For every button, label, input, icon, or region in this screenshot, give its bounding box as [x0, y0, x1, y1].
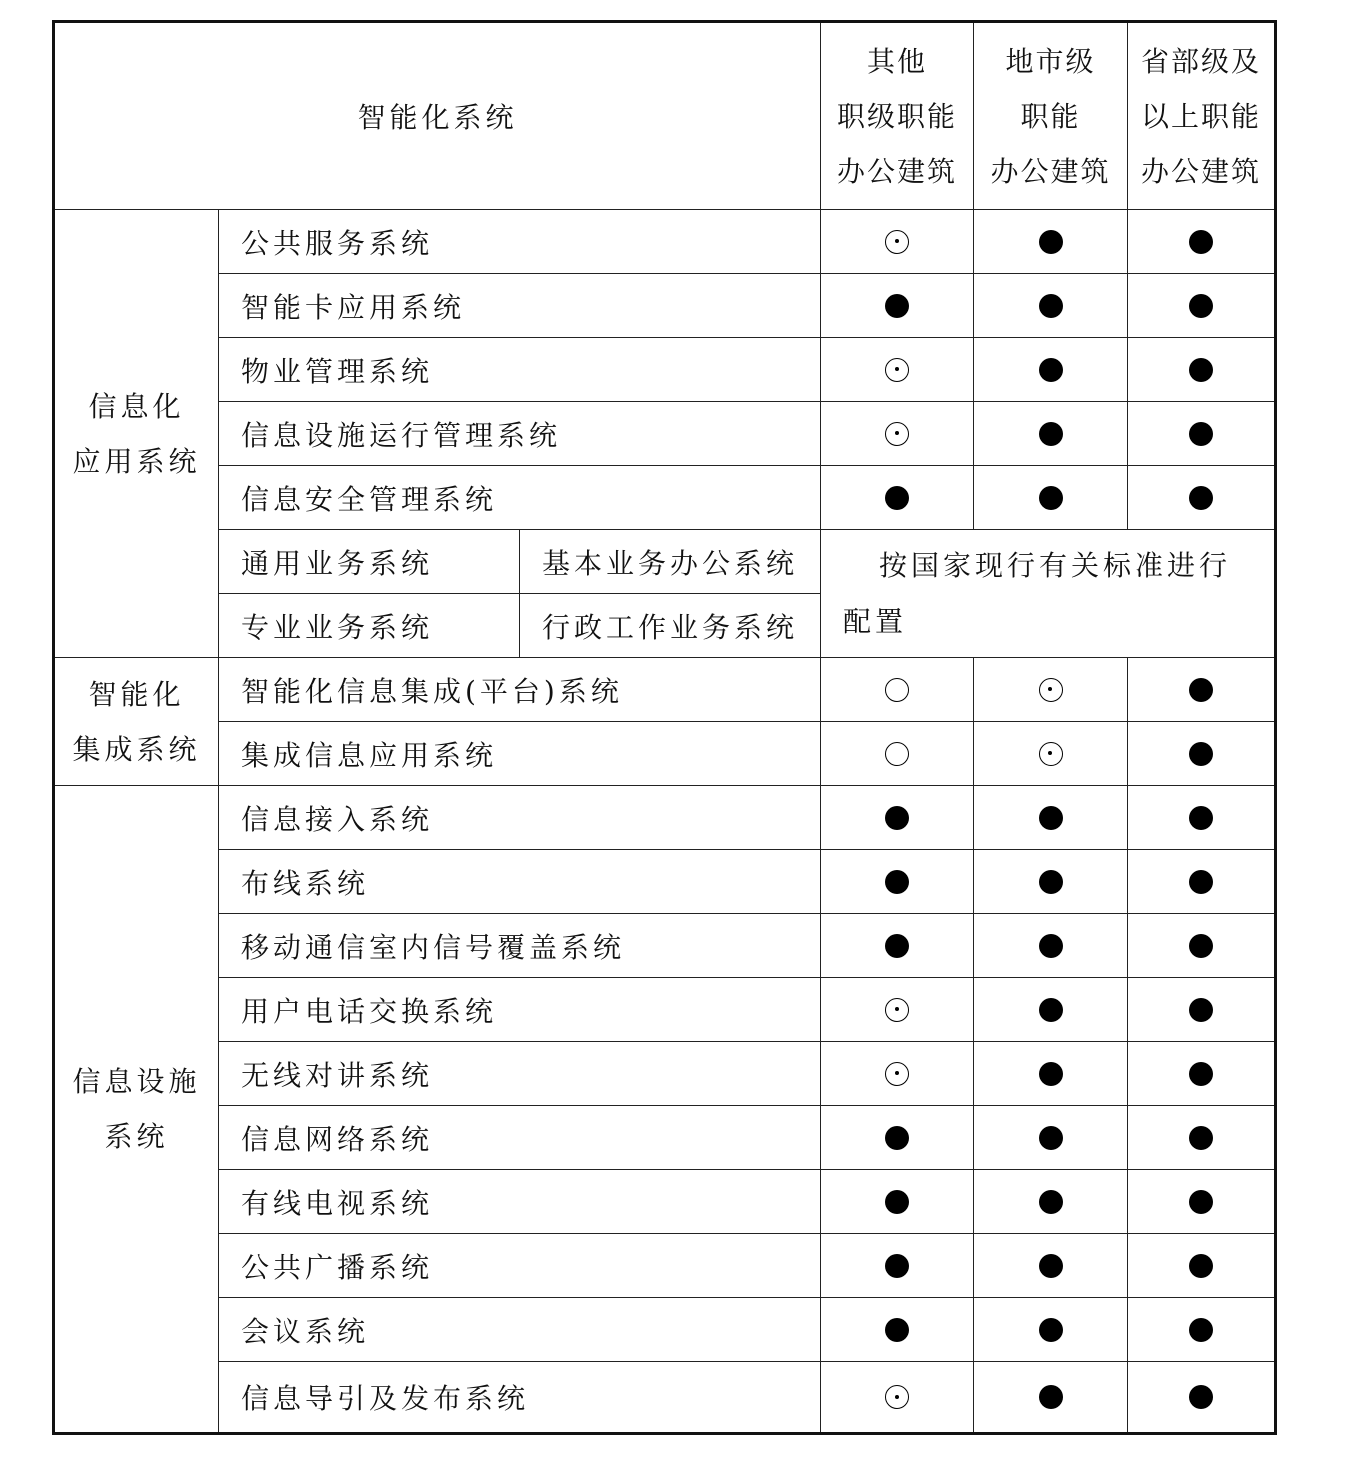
filled-circle-icon: [1039, 1254, 1063, 1278]
system-name: 集成信息应用系统: [219, 722, 821, 786]
table-row: [54, 530, 1276, 594]
mark-cell: [1128, 466, 1276, 530]
mark-cell: [821, 978, 974, 1042]
filled-circle-icon: [1189, 1385, 1213, 1409]
filled-circle-icon: [1189, 998, 1213, 1022]
header-col-other-line: 职级职能: [836, 99, 957, 133]
filled-circle-icon: [1039, 1062, 1063, 1086]
filled-circle-icon: [885, 294, 909, 318]
table-row: [54, 1106, 1276, 1170]
mark-cell: [1128, 338, 1276, 402]
system-name: 信息接入系统: [219, 786, 821, 850]
general-business-system: 通用业务系统: [219, 530, 520, 594]
filled-circle-icon: [885, 486, 909, 510]
dotted-circle-icon: [885, 998, 909, 1022]
filled-circle-icon: [1189, 1190, 1213, 1214]
mark-cell: [974, 1234, 1128, 1298]
system-name: 布线系统: [219, 850, 821, 914]
category-cell: [54, 658, 219, 786]
mark-cell: [1128, 786, 1276, 850]
filled-circle-icon: [1039, 1318, 1063, 1342]
mark-cell: [974, 402, 1128, 466]
mark-cell: [821, 1042, 974, 1106]
mark-cell: [1128, 1106, 1276, 1170]
filled-circle-icon: [1189, 1318, 1213, 1342]
dotted-circle-icon: [885, 422, 909, 446]
mark-cell: [821, 466, 974, 530]
filled-circle-icon: [885, 1318, 909, 1342]
system-name: 移动通信室内信号覆盖系统: [219, 914, 821, 978]
category-cell: [54, 786, 219, 1434]
filled-circle-icon: [1189, 934, 1213, 958]
filled-circle-icon: [1189, 1254, 1213, 1278]
mark-cell: [974, 914, 1128, 978]
filled-circle-icon: [1039, 486, 1063, 510]
header-col-city-line: 职能: [1020, 99, 1081, 133]
header-col-city-line: 办公建筑: [990, 154, 1111, 188]
filled-circle-icon: [1039, 358, 1063, 382]
category-label-line: 智能化: [88, 677, 185, 711]
header-col-province-line: 以上职能: [1140, 99, 1261, 133]
mark-cell: [821, 1170, 974, 1234]
mark-cell: [821, 1362, 974, 1434]
dotted-circle-icon: [1039, 742, 1063, 766]
filled-circle-icon: [885, 806, 909, 830]
table-row: [54, 1170, 1276, 1234]
basic-office-system: 基本业务办公系统: [520, 530, 821, 594]
dotted-circle-icon: [885, 358, 909, 382]
mark-cell: [1128, 1170, 1276, 1234]
table-row: [54, 914, 1276, 978]
filled-circle-icon: [1189, 230, 1213, 254]
filled-circle-icon: [1189, 1126, 1213, 1150]
filled-circle-icon: [1189, 678, 1213, 702]
filled-circle-icon: [885, 934, 909, 958]
category-label-line: 系统: [104, 1120, 169, 1153]
filled-circle-icon: [885, 1190, 909, 1214]
administrative-work-system: 行政工作业务系统: [520, 594, 821, 658]
mark-cell: [821, 1234, 974, 1298]
filled-circle-icon: [1189, 742, 1213, 766]
header-col-province: [1128, 22, 1276, 210]
mark-cell: [1128, 402, 1276, 466]
filled-circle-icon: [1039, 1190, 1063, 1214]
open-circle-icon: [885, 742, 909, 766]
mark-cell: [1128, 978, 1276, 1042]
system-name: 用户电话交换系统: [219, 978, 821, 1042]
filled-circle-icon: [1189, 294, 1213, 318]
system-name: 无线对讲系统: [219, 1042, 821, 1106]
filled-circle-icon: [1189, 422, 1213, 446]
filled-circle-icon: [885, 870, 909, 894]
open-circle-icon: [885, 678, 909, 702]
mark-cell: [821, 1298, 974, 1362]
mark-cell: [821, 338, 974, 402]
mark-cell: [1128, 914, 1276, 978]
dotted-circle-icon: [885, 1385, 909, 1409]
category-label-line: 信息化: [88, 389, 185, 423]
mark-cell: [1128, 1298, 1276, 1362]
mark-cell: [974, 1042, 1128, 1106]
mark-cell: [974, 1362, 1128, 1434]
system-name: 信息安全管理系统: [219, 466, 821, 530]
filled-circle-icon: [1189, 486, 1213, 510]
system-name: 公共广播系统: [219, 1234, 821, 1298]
table-row: [54, 274, 1276, 338]
table-row: [54, 850, 1276, 914]
mark-cell: [821, 402, 974, 466]
table-row: [54, 466, 1276, 530]
filled-circle-icon: [1189, 1062, 1213, 1086]
category-label-line: 信息设施: [72, 1065, 201, 1098]
system-configuration-table: [52, 20, 1277, 1435]
filled-circle-icon: [885, 1126, 909, 1150]
header-col-city-line: 地市级: [1005, 44, 1096, 78]
filled-circle-icon: [1039, 1126, 1063, 1150]
mark-cell: [974, 274, 1128, 338]
filled-circle-icon: [1039, 422, 1063, 446]
mark-cell: [974, 722, 1128, 786]
mark-cell: [821, 1106, 974, 1170]
system-name: 信息设施运行管理系统: [219, 402, 821, 466]
table-row: [54, 210, 1276, 274]
mark-cell: [974, 786, 1128, 850]
mark-cell: [1128, 210, 1276, 274]
table-row: [54, 338, 1276, 402]
filled-circle-icon: [1039, 806, 1063, 830]
system-name: 智能化信息集成(平台)系统: [219, 658, 821, 722]
mark-cell: [821, 210, 974, 274]
system-name: 信息网络系统: [219, 1106, 821, 1170]
table-row: [54, 402, 1276, 466]
table-row: [54, 1234, 1276, 1298]
table-row: [54, 1042, 1276, 1106]
mark-cell: [974, 658, 1128, 722]
filled-circle-icon: [1039, 230, 1063, 254]
header-col-city: [974, 22, 1128, 210]
header-col-other: [821, 22, 974, 210]
filled-circle-icon: [1039, 294, 1063, 318]
mark-cell: [974, 1170, 1128, 1234]
configuration-note: 按国家现行有关标准进行配置: [821, 530, 1276, 658]
filled-circle-icon: [1189, 870, 1213, 894]
category-cell: [54, 210, 219, 658]
dotted-circle-icon: [885, 1062, 909, 1086]
professional-business-system: 专业业务系统: [219, 594, 520, 658]
system-name: 智能卡应用系统: [219, 274, 821, 338]
filled-circle-icon: [1039, 1385, 1063, 1409]
mark-cell: [1128, 1362, 1276, 1434]
mark-cell: [821, 722, 974, 786]
table-row: [54, 1362, 1276, 1434]
system-name: 有线电视系统: [219, 1170, 821, 1234]
mark-cell: [974, 466, 1128, 530]
mark-cell: [974, 1298, 1128, 1362]
system-name: 会议系统: [219, 1298, 821, 1362]
mark-cell: [821, 274, 974, 338]
header-col-other-line: 其他: [866, 44, 927, 78]
mark-cell: [821, 914, 974, 978]
mark-cell: [1128, 274, 1276, 338]
mark-cell: [821, 658, 974, 722]
category-label-line: 集成系统: [72, 732, 201, 766]
mark-cell: [821, 786, 974, 850]
table-row: [54, 658, 1276, 722]
dotted-circle-icon: [1039, 678, 1063, 702]
filled-circle-icon: [1039, 998, 1063, 1022]
table-row: [54, 786, 1276, 850]
mark-cell: [1128, 850, 1276, 914]
mark-cell: [974, 338, 1128, 402]
category-label-line: 应用系统: [72, 444, 201, 478]
header-col-province-line: 办公建筑: [1140, 154, 1261, 188]
filled-circle-icon: [1189, 358, 1213, 382]
header-col-other-line: 办公建筑: [836, 154, 957, 188]
header-col-province-line: 省部级及: [1140, 44, 1261, 78]
system-name: 物业管理系统: [219, 338, 821, 402]
filled-circle-icon: [885, 1254, 909, 1278]
mark-cell: [1128, 1234, 1276, 1298]
filled-circle-icon: [1189, 806, 1213, 830]
table-row: [54, 1298, 1276, 1362]
mark-cell: [1128, 658, 1276, 722]
mark-cell: [974, 210, 1128, 274]
system-name: 信息导引及发布系统: [219, 1362, 821, 1434]
table-row: [54, 722, 1276, 786]
filled-circle-icon: [1039, 934, 1063, 958]
mark-cell: [1128, 722, 1276, 786]
header-main: 智能化系统: [54, 22, 821, 210]
table-row: [54, 978, 1276, 1042]
filled-circle-icon: [1039, 870, 1063, 894]
mark-cell: [974, 1106, 1128, 1170]
mark-cell: [974, 850, 1128, 914]
dotted-circle-icon: [885, 230, 909, 254]
mark-cell: [821, 850, 974, 914]
header-row: [54, 22, 1276, 210]
system-name: 公共服务系统: [219, 210, 821, 274]
mark-cell: [974, 978, 1128, 1042]
mark-cell: [1128, 1042, 1276, 1106]
